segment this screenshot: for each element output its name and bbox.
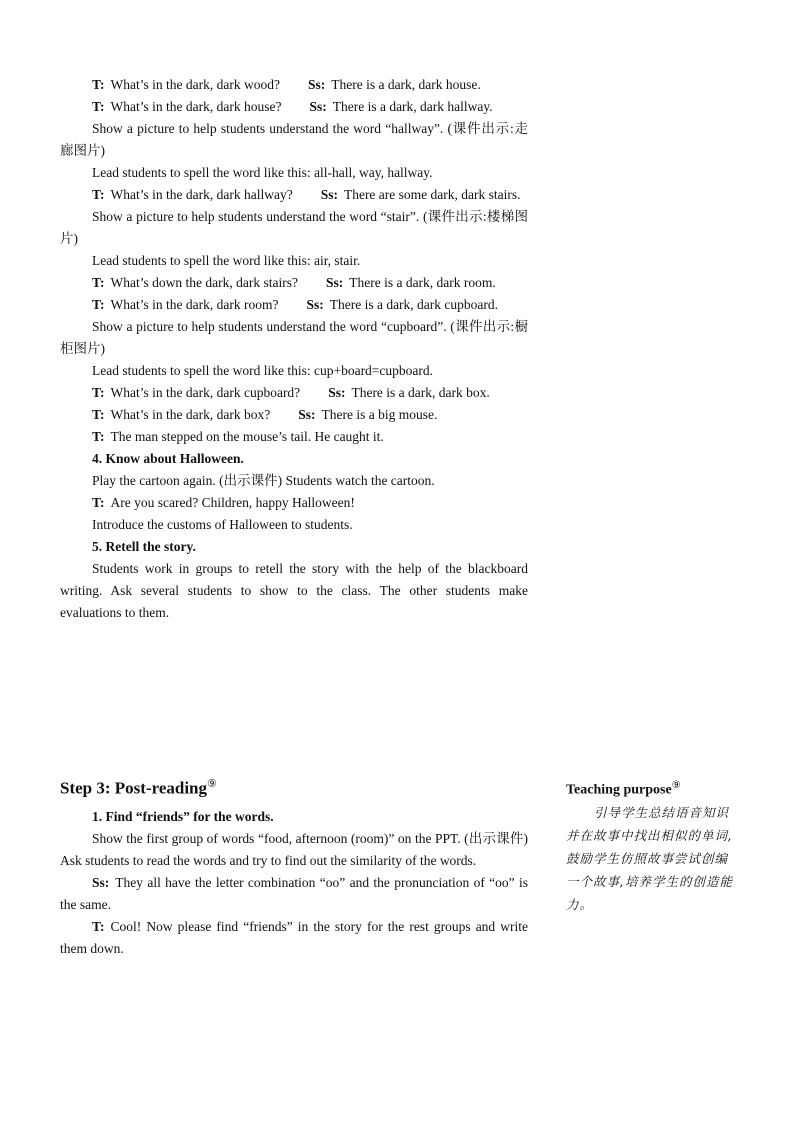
sub-heading: 5. Retell the story. [92,539,196,554]
dialogue-exchange: T: What’s in the dark, dark room? Ss: There is a dark, dark cupboard. [92,297,499,312]
dialogue-exchange: T: What’s in the dark, dark cupboard? Ss: There is a dark, dark box. [92,385,490,400]
instruction-text: Show a picture to help students understand the word “stair”. (课件出示:楼梯图片) [60,209,528,246]
instruction-text: Lead students to spell the word like this: cup+board=cupboard. [92,363,434,378]
teacher-line: T: Are you scared? Children, happy Halloween! [92,495,355,510]
students-line: Ss: They all have the letter combination “oo” and the pronunciation of “oo” is the same. [60,875,528,912]
dialogue-exchange: T: What’s in the dark, dark hallway? Ss: There are some dark, dark stairs. [92,187,521,202]
sub-heading: 4. Know about Halloween. [92,451,244,466]
instruction-text: Show the first group of words “food, afternoon (room)” on the PPT. (出示课件) Ask students to read the words and try to find out the similarity of the words. [60,831,528,868]
sub-heading: 1. Find “friends” for the words. [92,809,274,824]
dialogue-exchange: T: What’s in the dark, dark wood? Ss: There is a dark, dark house. [92,77,481,92]
dialogue-exchange: T: What’s down the dark, dark stairs? Ss: There is a dark, dark room. [92,275,496,290]
note-title: Teaching purpose⑨ [566,780,681,798]
note-text: 引导学生总结语音知识并在故事中找出相似的单词,鼓励学生仿照故事尝试创编一个故事,培养学生的创造能力。 [566,804,733,912]
dialogue-exchange: T: What’s in the dark, dark box? Ss: There is a big mouse. [92,407,438,422]
instruction-text: Play the cartoon again. (出示课件) Students watch the cartoon. [92,473,435,488]
step3-heading: Step 3: Post-reading⑨ [60,778,217,798]
instruction-text: Introduce the customs of Halloween to students. [92,517,353,532]
teacher-line: T: Cool! Now please find “friends” in the story for the rest groups and write them down. [60,919,528,956]
instruction-text: Lead students to spell the word like this: air, stair. [92,253,361,268]
instruction-text: Show a picture to help students understand the word “cupboard”. (课件出示:橱柜图片) [60,319,528,356]
instruction-text: Show a picture to help students understand the word “hallway”. (课件出示:走廊图片) [60,121,528,158]
step3-section [60,806,528,960]
teaching-purpose-note [566,780,738,916]
instruction-text: Students work in groups to retell the story with the help of the blackboard writing. Ask several students to show to the class. The other students make evaluations to them. [60,561,528,620]
dialogue-section [60,74,528,624]
teacher-line: T: The man stepped on the mouse’s tail. He caught it. [92,429,384,444]
instruction-text: Lead students to spell the word like this: all-hall, way, hallway. [92,165,433,180]
dialogue-exchange: T: What’s in the dark, dark house? Ss: There is a dark, dark hallway. [92,99,493,114]
